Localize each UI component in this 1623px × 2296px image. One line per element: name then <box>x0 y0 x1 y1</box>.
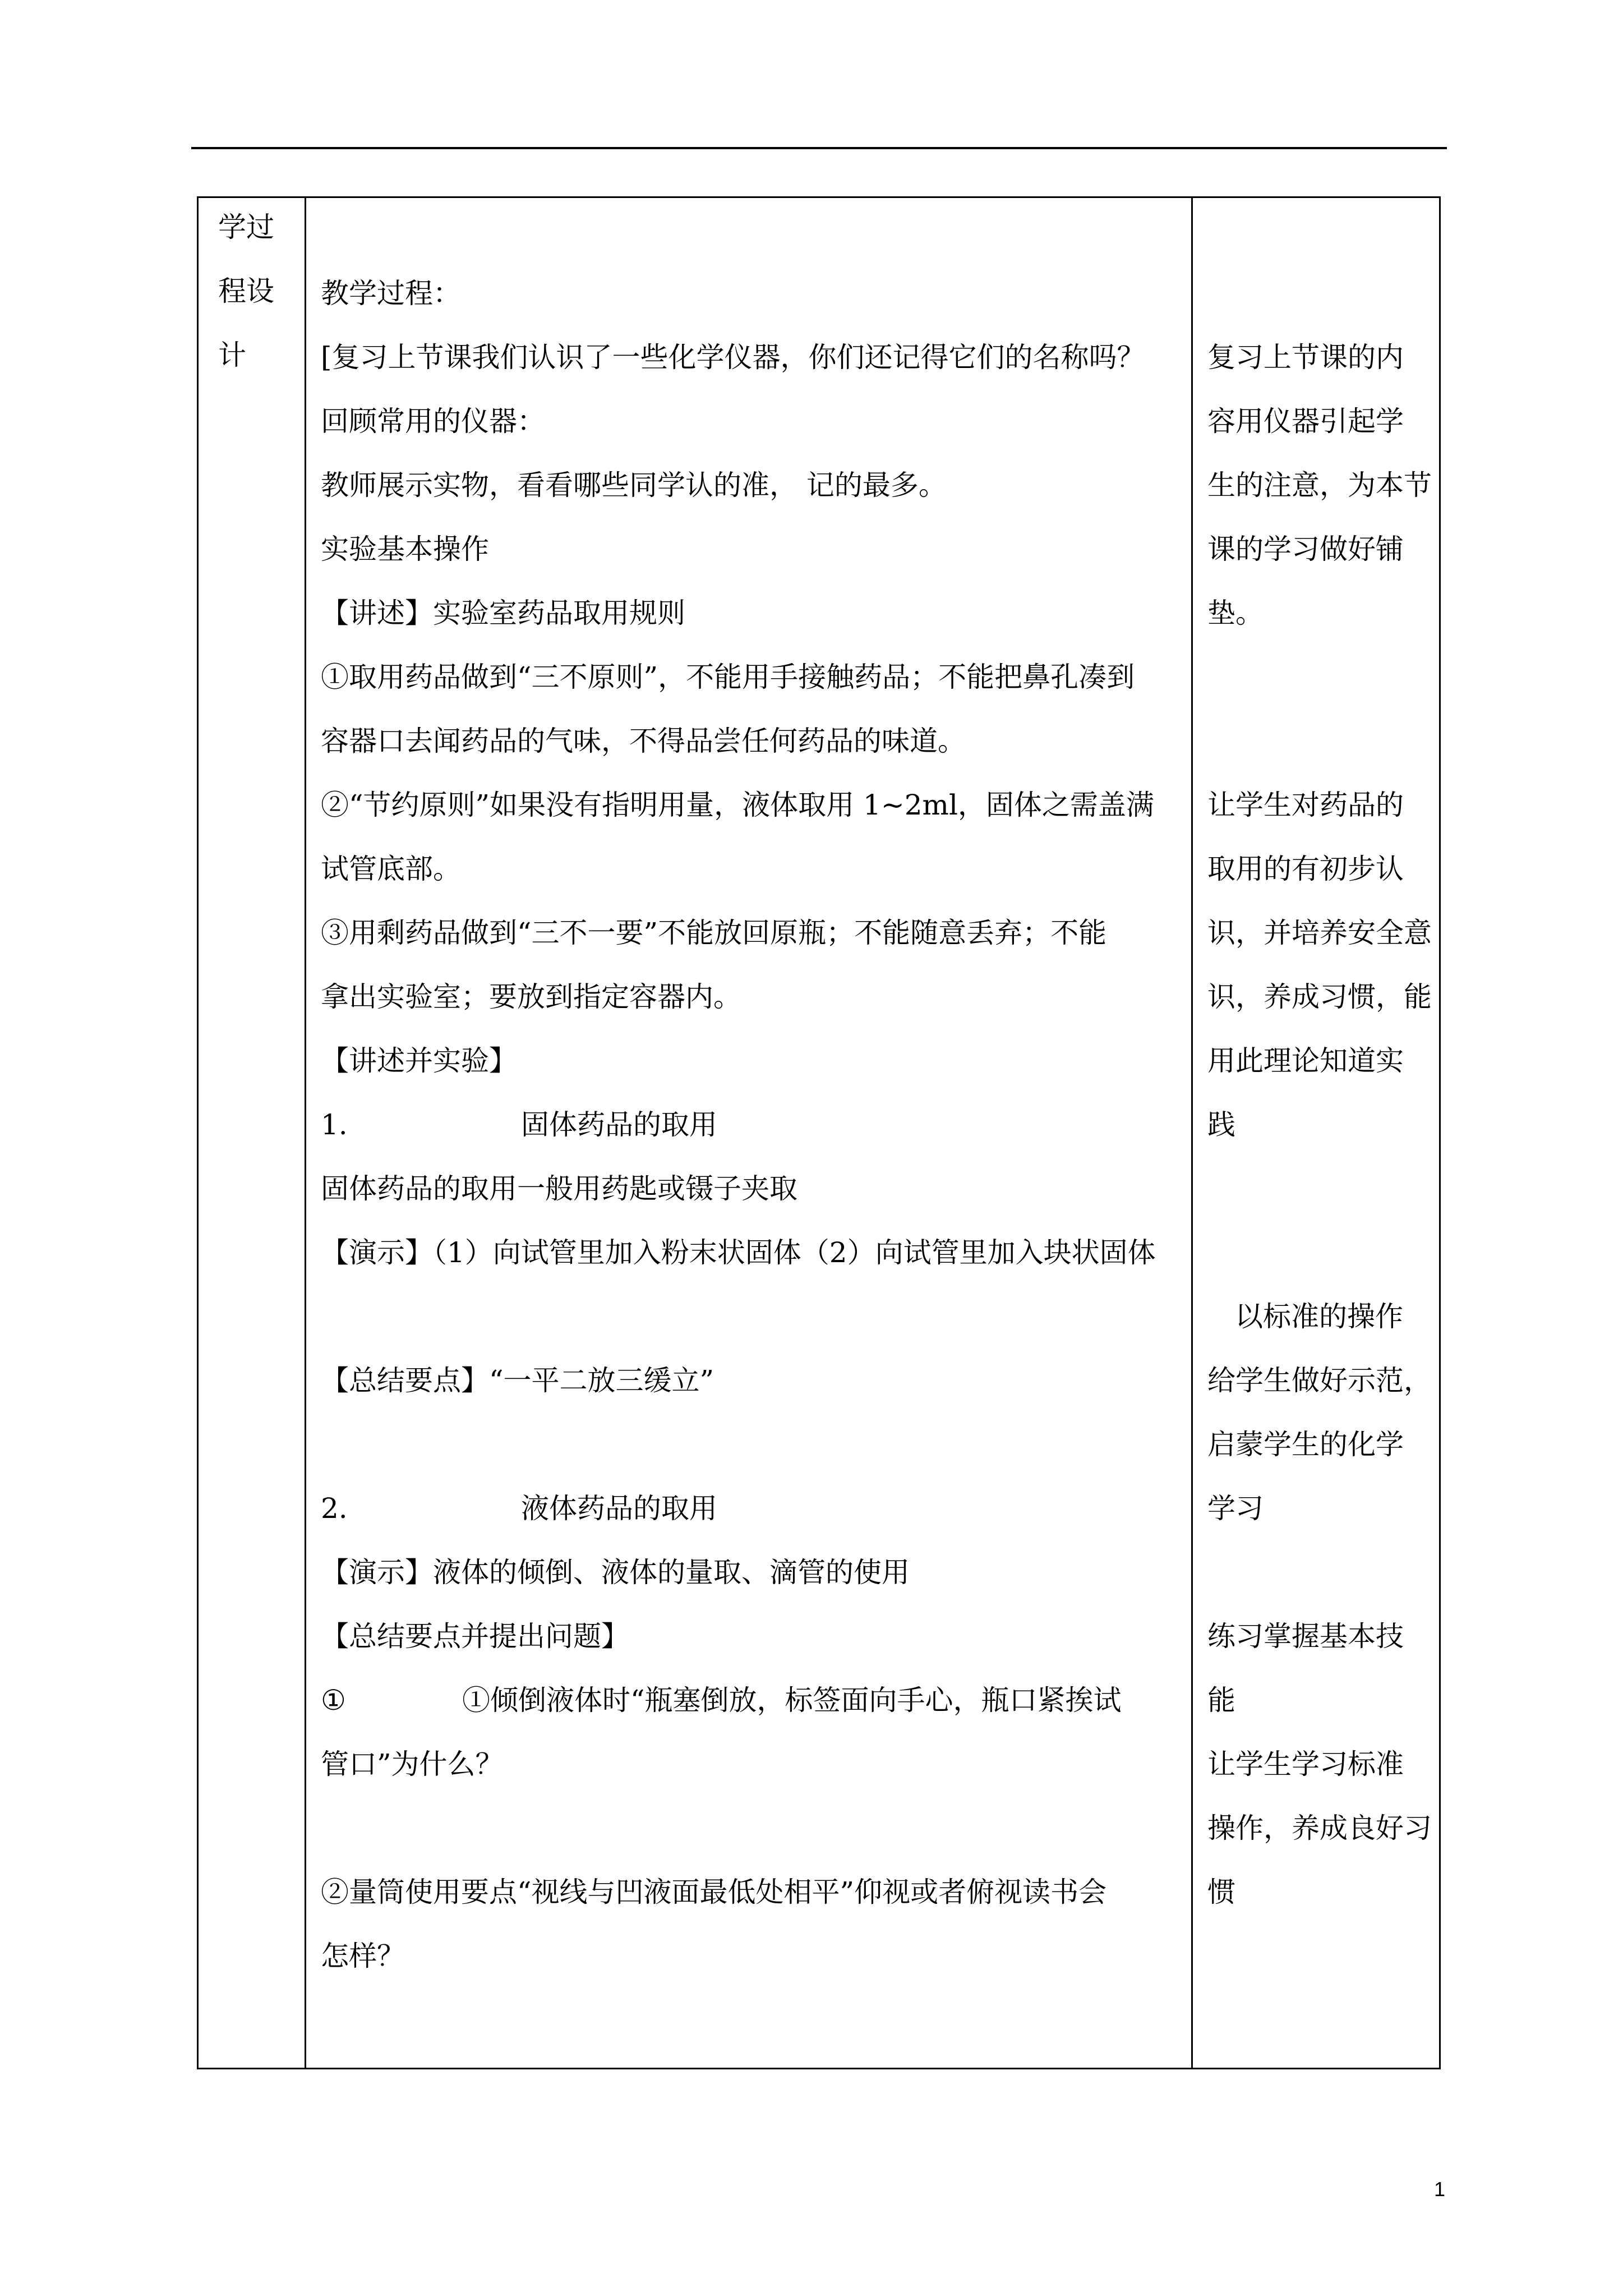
main-line-15: 固体药品的取用一般用药匙或镊子夹取 <box>321 1172 797 1205</box>
main-line-21-marker: ① <box>321 1684 346 1717</box>
main-line-10: 试管底部。 <box>321 853 461 885</box>
main-line-13: 【讲述并实验】 <box>321 1045 517 1077</box>
note-line-16: 练习掌握基本技 <box>1207 1620 1404 1653</box>
main-line-4: 教师展示实物，看看哪些同学认的准， 记的最多。 <box>321 469 947 501</box>
main-line-8: 容器口去闻药品的气味，不得品尝任何药品的味道。 <box>321 725 966 757</box>
main-line-18-number: 2. <box>321 1492 348 1525</box>
note-line-10: 用此理论知道实 <box>1207 1045 1404 1077</box>
main-line-5: 实验基本操作 <box>321 533 489 565</box>
main-line-23: ②量筒使用要点“视线与凹液面最低处相平”仰视或者俯视读书会 <box>321 1876 1107 1908</box>
main-line-21-text: ①倾倒液体时“瓶塞倒放，标签面向手心，瓶口紧挨试 <box>462 1684 1122 1717</box>
note-line-12: 以标准的操作 <box>1235 1300 1403 1333</box>
left-label-line-3: 计 <box>218 339 246 371</box>
main-line-16: 【演示】（1）向试管里加入粉末状固体（2）向试管里加入块状固体 <box>321 1236 1156 1269</box>
main-line-3: 回顾常用的仪器： <box>321 405 545 438</box>
left-label-line-2: 程设 <box>218 275 274 307</box>
note-line-14: 启蒙学生的化学 <box>1207 1428 1404 1461</box>
note-line-2: 容用仪器引起学 <box>1207 405 1404 438</box>
main-line-20: 【总结要点并提出问题】 <box>321 1620 629 1653</box>
column-divider-right <box>1191 198 1193 2068</box>
main-line-2: [复习上节课我们认识了一些化学仪器，你们还记得它们的名称吗？ <box>321 341 1145 374</box>
note-line-18: 让学生学习标准 <box>1207 1748 1404 1780</box>
lesson-table <box>197 196 1441 2069</box>
note-line-20: 惯 <box>1207 1876 1235 1908</box>
main-line-7: ①取用药品做到“三不原则”，不能用手接触药品；不能把鼻孔凑到 <box>321 661 1135 693</box>
note-line-17: 能 <box>1207 1684 1235 1717</box>
main-line-14-number: 1. <box>321 1108 348 1141</box>
main-line-22: 管口”为什么？ <box>321 1748 504 1780</box>
main-line-14-text: 固体药品的取用 <box>521 1108 717 1141</box>
main-line-19: 【演示】液体的倾倒、液体的量取、滴管的使用 <box>321 1556 910 1589</box>
note-line-19: 操作，养成良好习 <box>1207 1812 1432 1844</box>
main-line-24: 怎样？ <box>321 1940 405 1972</box>
note-line-4: 课的学习做好铺 <box>1207 533 1404 565</box>
note-line-13: 给学生做好示范， <box>1207 1364 1432 1397</box>
main-line-12: 拿出实验室；要放到指定容器内。 <box>321 981 741 1013</box>
note-line-1: 复习上节课的内 <box>1207 341 1404 374</box>
note-line-8: 识，并培养安全意 <box>1207 917 1432 949</box>
page-number: 1 <box>1434 2178 1446 2201</box>
column-divider-left <box>305 198 306 2068</box>
main-line-11: ③用剩药品做到“三不一要”不能放回原瓶；不能随意丢弃；不能 <box>321 917 1107 949</box>
header-rule <box>191 147 1447 149</box>
main-line-17: 【总结要点】“一平二放三缓立” <box>321 1364 714 1397</box>
note-line-6: 让学生对药品的 <box>1207 789 1404 821</box>
note-line-11: 践 <box>1207 1108 1235 1141</box>
note-line-5: 垫。 <box>1207 597 1264 629</box>
main-line-6: 【讲述】实验室药品取用规则 <box>321 597 685 629</box>
note-line-7: 取用的有初步认 <box>1207 853 1404 885</box>
left-label-line-1: 学过 <box>218 211 274 243</box>
main-line-18-text: 液体药品的取用 <box>521 1492 717 1525</box>
note-line-3: 生的注意，为本节 <box>1207 469 1432 501</box>
note-line-15: 学习 <box>1207 1492 1264 1525</box>
main-line-1: 教学过程： <box>321 277 461 310</box>
main-line-9: ②“节约原则”如果没有指明用量，液体取用 1~2ml，固体之需盖满 <box>321 789 1154 821</box>
note-line-9: 识，养成习惯，能 <box>1207 981 1432 1013</box>
